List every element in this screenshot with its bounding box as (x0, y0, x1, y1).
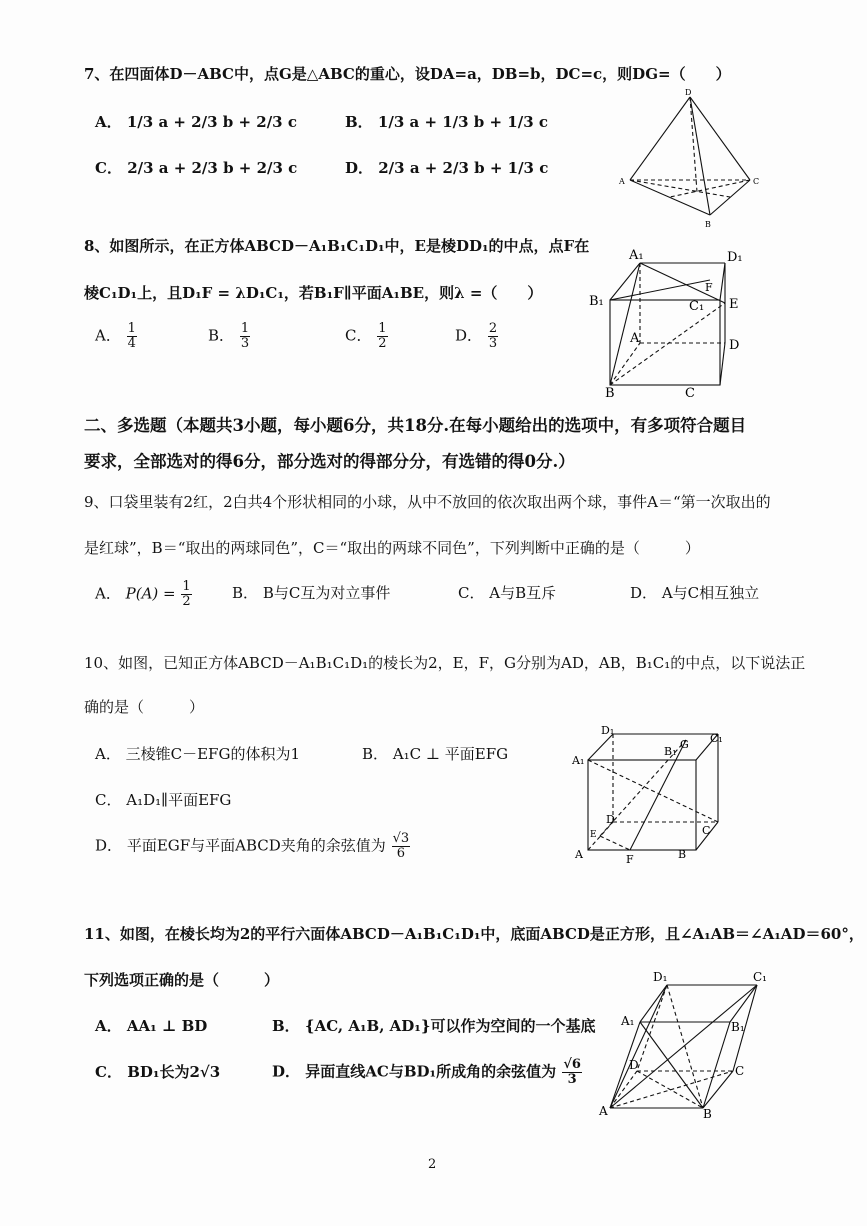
q8-option-a-label: A． (95, 326, 121, 345)
q11-fig-label-d: D (629, 1058, 639, 1072)
q7-option-d (345, 158, 548, 178)
q10-option-d (95, 832, 411, 861)
q11-fig-label-d1: D₁ (653, 970, 668, 984)
q11-stem-line1: 11、如图，在棱长均为2的平行六面体ABCD－A₁B₁C₁D₁中，底面ABCD是正方形，且∠A₁AB＝∠A₁AD＝60°， (84, 925, 864, 943)
q11-option-b (272, 1016, 596, 1036)
q11-fig-label-c: C (735, 1064, 745, 1078)
q8-fig-label-a1: A₁ (629, 248, 644, 263)
q10-stem-line1: 10、如图，已知正方体ABCD－A₁B₁C₁D₁的棱长为2，E，F，G分别为AD，AB，B₁C₁的中点，以下说法正 (84, 654, 806, 672)
q11-fig-label-b: B (703, 1107, 712, 1120)
q7-fig-label-d: D (685, 88, 692, 97)
q10-option-c (95, 790, 231, 810)
q11-stem-line2: 下列选项正确的是（ ） (84, 971, 280, 989)
q10-fig-label-d1: D₁ (601, 724, 615, 737)
q8-option-b-den: 3 (240, 336, 250, 351)
q7-option-d-expr: 2/3 a + 2/3 b + 1/3 c (378, 159, 549, 177)
q7-option-c-label: C． (95, 159, 122, 177)
section2-heading-line1: 二、多选题（本题共3小题，每小题6分，共18分.在每小题给出的选项中，有多项符合题目 (84, 416, 747, 435)
q11-option-a-text: AA₁ ⊥ BD (126, 1017, 208, 1035)
section2-heading-line2: 要求，全部选对的得6分，部分选对的得部分分，有选错的得0分.） (84, 452, 575, 471)
q9-option-c-label: C． (458, 584, 485, 602)
q11-option-d-den: 3 (567, 1072, 577, 1087)
q9-option-b-label: B． (232, 584, 259, 602)
q8-option-c-num: 1 (378, 321, 387, 336)
q8-fig-label-e: E (729, 297, 739, 312)
q8-option-c-den: 2 (378, 336, 387, 351)
q8-option-a (95, 322, 138, 351)
q10-option-a-text: 三棱锥C－EFG的体积为1 (125, 745, 300, 763)
q11-option-c (95, 1062, 220, 1082)
q9-option-b (232, 583, 390, 603)
q11-option-d (272, 1058, 583, 1087)
q11-fig-label-a: A (599, 1104, 608, 1118)
q11-parallelepiped-figure (595, 965, 770, 1120)
q9-option-d (630, 583, 759, 603)
q10-fig-label-c1: C₁ (710, 732, 723, 745)
q10-option-a (95, 744, 300, 764)
q7-option-d-label: D． (345, 159, 374, 177)
q10-fig-label-a: A (575, 848, 583, 861)
q10-fig-label-a1: A₁ (572, 754, 585, 767)
q8-cube-figure (585, 245, 755, 400)
q11-option-c-label: C． (95, 1063, 122, 1081)
q8-stem-line2: 棱C₁D₁上，且D₁F = λD₁C₁，若B₁F∥平面A₁BE，则λ =（ ） (84, 284, 543, 302)
q11-option-d-num: √6 (563, 1057, 581, 1072)
q10-option-b-text: A₁C ⊥ 平面EFG (392, 745, 509, 763)
q10-option-a-label: A． (95, 745, 121, 763)
q8-fig-label-d: D (729, 338, 740, 353)
q11-option-b-label: B． (272, 1017, 300, 1035)
q7-fig-label-c: C (753, 177, 760, 186)
q8-option-a-num: 1 (127, 321, 136, 336)
q8-fig-label-a: A (630, 331, 640, 346)
q10-option-d-num: √3 (392, 831, 410, 846)
q9-option-a-label: A． (95, 584, 121, 603)
q10-option-b-label: B． (362, 745, 389, 763)
q9-option-c-text: A与B互斥 (489, 584, 557, 602)
q8-fig-label-b1: B₁ (589, 294, 604, 309)
q10-option-d-text: 平面EGF与平面ABCD夹角的余弦值为 (126, 836, 386, 855)
q7-option-b-expr: 1/3 a + 1/3 b + 1/3 c (377, 113, 549, 131)
q10-fig-label-e: E (590, 830, 597, 840)
q10-option-c-text: A₁D₁∥平面EFG (126, 791, 232, 809)
q11-option-d-text: 异面直线AC与BD₁所成角的余弦值为 (305, 1062, 557, 1081)
q8-fig-label-f: F (705, 281, 713, 294)
q8-option-d-den: 3 (488, 336, 498, 351)
q9-option-a (95, 580, 193, 609)
q7-fig-label-b: B (705, 220, 711, 229)
q7-tetrahedron-figure (615, 85, 765, 235)
q8-fig-label-c: C (685, 386, 695, 400)
q10-option-d-den: 6 (396, 846, 405, 861)
q7-option-c (95, 158, 297, 178)
q10-stem-line2: 确的是（ ） (84, 698, 205, 716)
page-number: 2 (428, 1157, 437, 1172)
q7-option-a-expr: 1/3 a + 2/3 b + 2/3 c (126, 113, 297, 131)
q11-option-a (95, 1016, 207, 1036)
q10-fig-label-g: G (680, 738, 689, 751)
q9-option-a-den: 2 (182, 594, 191, 609)
q8-option-c (345, 322, 389, 351)
q9-option-a-text: P(A) = (125, 584, 181, 603)
q9-option-d-text: A与C相互独立 (661, 584, 760, 602)
q10-option-b (362, 744, 508, 764)
q10-fig-label-b1: B₁ (664, 745, 677, 758)
q9-option-b-text: B与C互为对立事件 (262, 584, 391, 602)
q11-option-b-text: {AC, A₁B, AD₁}可以作为空间的一个基底 (304, 1017, 596, 1035)
q11-option-a-label: A． (95, 1017, 122, 1035)
q8-option-b-label: B． (208, 326, 235, 345)
q7-option-b (345, 112, 548, 132)
q8-option-d-num: 2 (488, 321, 498, 336)
q7-option-b-label: B． (345, 113, 373, 131)
q8-option-d (455, 322, 499, 351)
q8-stem-line1: 8、如图所示，在正方体ABCD－A₁B₁C₁D₁中，E是棱DD₁的中点，点F在 (84, 237, 590, 255)
q8-option-b (208, 322, 251, 351)
q7-option-c-expr: 2/3 a + 2/3 b + 2/3 c (127, 159, 298, 177)
q8-option-c-label: C． (345, 326, 372, 345)
q8-option-d-label: D． (455, 326, 483, 345)
q9-option-d-label: D． (630, 584, 658, 602)
q9-stem-line2: 是红球”，B＝“取出的两球同色”，C＝“取出的两球不同色”，下列判断中正确的是（ ） (84, 539, 700, 557)
q8-fig-label-d1: D₁ (727, 250, 743, 265)
q10-fig-label-d: D (606, 813, 615, 826)
q10-fig-label-b: B (678, 848, 687, 861)
q11-fig-label-c1: C₁ (753, 970, 767, 984)
q7-stem: 7、在四面体D－ABC中，点G是△ABC的重心，设DA=a，DB=b，DC=c，则DG=（ ） (84, 65, 731, 83)
q11-fig-label-a1: A₁ (621, 1014, 635, 1028)
q8-fig-label-b: B (605, 386, 615, 400)
q11-fig-label-b1: B₁ (731, 1020, 745, 1034)
q9-option-a-num: 1 (182, 579, 191, 594)
q10-option-c-label: C． (95, 791, 122, 809)
q7-option-a-label: A． (95, 113, 122, 131)
q9-stem-line1: 9、口袋里装有2红，2白共4个形状相同的小球，从中不放回的依次取出两个球，事件A＝“第一次取出的 (84, 493, 771, 511)
q8-option-a-den: 4 (127, 336, 136, 351)
q8-option-b-num: 1 (240, 321, 250, 336)
q7-option-a (95, 112, 297, 132)
q11-option-c-text: BD₁长为2√3 (127, 1063, 221, 1081)
q10-cube-figure (568, 722, 733, 867)
q7-fig-label-a: A (619, 177, 625, 186)
q10-fig-label-c: C (702, 824, 711, 837)
q9-option-c (458, 583, 556, 603)
q11-option-d-label: D． (272, 1062, 301, 1081)
q8-fig-label-c1: C₁ (689, 299, 705, 314)
q10-option-d-label: D． (95, 836, 123, 855)
q10-fig-label-f: F (626, 853, 634, 866)
